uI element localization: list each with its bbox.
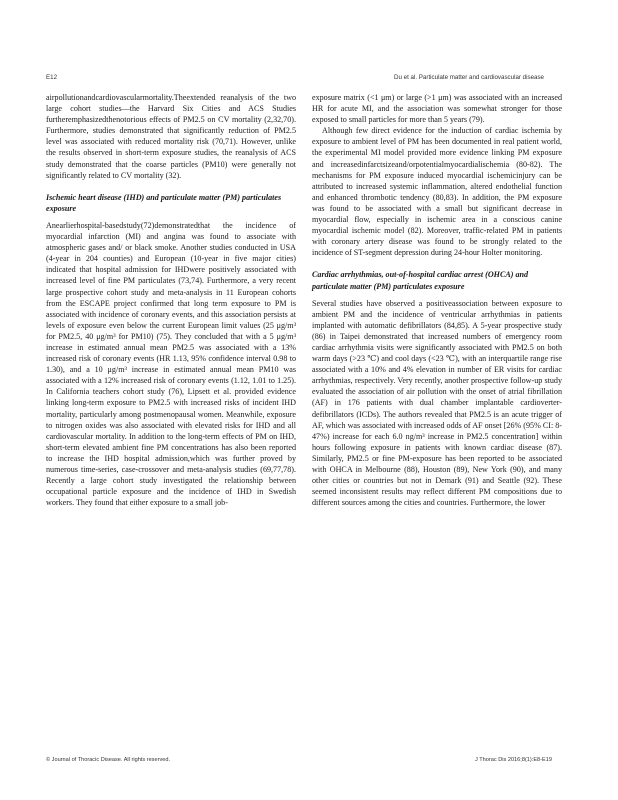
copyright-footer: © Journal of Thoracic Disease. All rights reserved. [46,757,171,763]
paragraph: exposure matrix (<1 μm) or large (>1 μm) was associated with an increased HR for acute MI, and the association was somewhat stronger for those exposed to small particles for more than 5 years (79). [312,93,562,125]
paragraph: Although few direct evidence for the induction of cardiac ischemia by exposure to ambient level of PM has been documented in real patient world, the experimental MI model provided more evidence linking PM exposure and increasedinfarctsizeand/orpotentialmyocardialischemia (80-82). The mechanisms for PM exposure induced myocardial ischemicinjury can be attributed to increased systemic inflammation, altered endothelial function and enhanced thrombotic tendency (80,83). In addition, the PM exposure was found to be associated with a small but significant decrease in myocardial flow, especially in ischemic area in a conscious canine myocardial ischemic model (82). Moreover, traffic-related PM in patients with coronary artery disease was found to be strongly related to the incidence of ST-segment depression during 24-hour Holter monitoring. [312,126,562,258]
paragraph: Anearlierhospital-basedstudy(72)demonstratedthat the incidence of myocardial infarction (MI) and angina was found to associate with atmospheric gases and/ or black smoke. Another studies conducted in USA (4-year in 204 counties) and European (10-year in five major cities) indicated that hospital admission for IHDwere positively associated with increased level of fine PM particulates (73,74). Furthermore, a very recent large prospective cohort study and meta-analysis in 11 European cohorts from the ESCAPE project confirmed that long term exposure to PM is associated with incidence of coronary events, and this association persists at levels of exposure even below the current European limit values (25 μg/m³ for PM2.5, 40 μg/m³ for PM10) (75). They concluded that with a 5 μg/m³ increase in estimated annual mean PM2.5 was associated with a 13% increased risk of coronary events (HR 1.13, 95% confidence interval 0.98 to 1.30), and a 10 μg/m³ increase in estimated annual mean PM10 was associated with a 12% increased risk of coronary events (1.12, 1.01 to 1.25). In California teachers cohort study (76), Lipsett et al. provided evidence linking long-term exposure to PM2.5 with increased risks of incident IHD mortality, particularly among postmenopausal women. Meanwhile, exposure to nitrogen oxides was also associated with elevated risks for IHD and all cardiovascular mortality. In addition to the long-term effects of PM on IHD, short-term elevated ambient fine PM concentrations has also been reported to increase the IHD hospital admission,which was further proved by numerous time-series, case-crossover and meta-analysis studies (69,77,78). Recently a large cohort study investigated the relationship between occupational particle exposure and the incidence of IHD in Swedish workers. They found that either exposure to a small job- [46,220,296,508]
page-number: E12 [46,74,58,81]
journal-citation-footer: J Thorac Dis 2016;8(1):E8-E19 [474,757,552,763]
paragraph: Several studies have observed a positiveassociation between exposure to ambient PM and the incidence of ventricular arrhythmias in patients implanted with automatic defibrillators (84,85). A 5-year prospective study (86) in Taipei demonstrated that increased numbers of emergency room cardiac arrhythmia visits were significantly associated with PM2.5 on both warm days (>23 ℃) and cool days (<23 ℃), with an interquartile range rise associated with a 10% and 4% elevation in number of ER visits for cardiac arrhythmias, respectively. Very recently, another prospective follow-up study evaluated the association of air pollution with the onset of atrial fibrillation (AF) in 176 patients with dual chamber implantable cardioverter-defibrillators (ICDs). The authors revealed that PM2.5 is an acute trigger of AF, which was associated with increased odds of AF onset [26% (95% CI: 8-47%) increase for each 6.0 ng/m³ increase in PM2.5 concentration] within hours following exposure in patients with known cardiac disease (87). Similarly, PM2.5 or fine PM-exposure has been reported to be associated with OHCA in Melbourne (88), Houston (89), New York (90), and many other cities or countries but not in Demark (91) and Seattle (92). These seemed inconsistent results may reflect different PM compositions due to different sources among the cities and countries. Furthermore, the lower [312,298,562,508]
running-header: Du et al. Particulate matter and cardiovascular disease [394,74,544,81]
section-heading-arrhythmias: Cardiac arrhythmias, out-of-hospital cardiac arrest (OHCA) and particulate matter (PM) particulates exposure [312,270,529,291]
right-column [312,92,562,508]
left-column [46,92,296,508]
section-heading-ihd: Ischemic heart disease (IHD) and particulate matter (PM) particulates exposure [46,192,282,213]
paragraph: airpollutionandcardiovascularmortality.Theextended reanalysis of the two large cohort studies—the Harvard Six Cities and ACS Studies furtheremphasizedthenotorious effects of PM2.5 on CV mortality (2,32,70). Furthermore, studies demonstrated that significantly reduction of PM2.5 level was associated with reduced mortality risk (70,71). However, unlike the results observed in short-term exposure studies, the reanalysis of ACS study demonstrated that the coarse particles (PM10) were generally not significantly related to CV mortality (32). [46,93,296,180]
